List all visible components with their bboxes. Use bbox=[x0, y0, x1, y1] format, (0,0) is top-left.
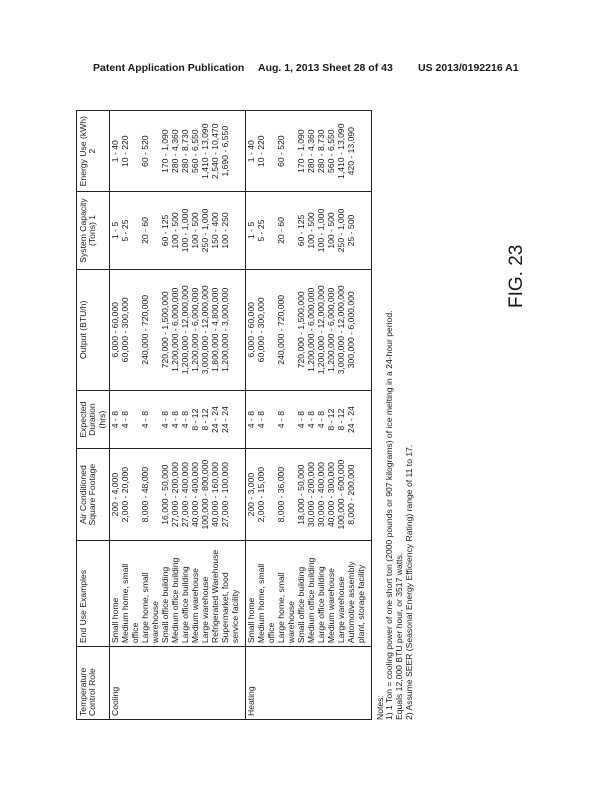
rotated-table-block bbox=[76, 110, 542, 720]
enduse-line: Small home bbox=[109, 597, 120, 644]
enduse-line: Large office building bbox=[315, 566, 326, 644]
enduse-line: Small office building bbox=[159, 566, 170, 644]
energy-value: 10 - 220 bbox=[119, 135, 130, 167]
capacity-value: 100 - 500 bbox=[325, 212, 336, 249]
col-header-enduse: End Use Examples bbox=[77, 541, 110, 647]
enduse-line: Large home, small bbox=[275, 572, 286, 644]
energy-value: 560 - 6,550 bbox=[325, 129, 336, 173]
output-value: 1,200,000 - 12,000,000 bbox=[315, 285, 326, 375]
note-2: 2) Assume SEER (Seasonal Energy Efficiency Rating) range of 11 to 17. bbox=[403, 444, 414, 720]
publication-type: Patent Application Publication bbox=[93, 62, 245, 74]
enduse-line: warehouse bbox=[285, 601, 296, 644]
enduse-line: Small office building bbox=[295, 566, 306, 644]
output-value: 1,200,000 - 12,000,000 bbox=[179, 285, 190, 375]
output-value: 1,200,000 - 6,000,000 bbox=[189, 287, 200, 372]
table-body bbox=[109, 111, 371, 720]
output-value: 1,200,000 - 6,000,000 bbox=[169, 287, 180, 372]
footage-value: 100,000 - 800,000 bbox=[199, 459, 210, 530]
energy-value: 280 - 4,360 bbox=[169, 129, 180, 173]
duration-value: 4 - 8 bbox=[315, 411, 326, 429]
duration-value: 4 - 8 bbox=[139, 411, 150, 429]
energy-cell bbox=[109, 111, 245, 192]
duration-value: 8 - 12 bbox=[189, 408, 200, 431]
duration-value: 24 - 24 bbox=[345, 406, 356, 433]
col-header-duration: Expected Duration (hrs) bbox=[77, 391, 110, 449]
footage-cell bbox=[109, 449, 245, 541]
footage-value: 30,000 - 200,000 bbox=[305, 462, 316, 528]
duration-value: 4 - 8 bbox=[275, 411, 286, 429]
enduse-line: service facility bbox=[229, 589, 240, 644]
capacity-value: 1 - 5 bbox=[109, 221, 120, 240]
capacity-value: 100 - 1,000 bbox=[315, 208, 326, 253]
output-value: 720,000 - 1,500,000 bbox=[159, 291, 170, 369]
capacity-value: 250 - 1,000 bbox=[335, 208, 346, 253]
capacity-value: 20 - 60 bbox=[139, 217, 150, 244]
enduse-line: plant, storage facility bbox=[355, 564, 366, 644]
output-value: 1,800,000 - 4,800,000 bbox=[209, 287, 220, 372]
energy-value: 1 - 40 bbox=[109, 140, 120, 163]
output-value: 60,000 - 300,000 bbox=[255, 297, 266, 363]
energy-value: 60 - 520 bbox=[139, 135, 150, 167]
footage-value: 8,000 - 48,000 bbox=[139, 466, 150, 523]
col-header-capacity: System Capacity (Tons) 1 bbox=[77, 192, 110, 269]
capacity-cell bbox=[109, 192, 245, 269]
capacity-value: 150 - 400 bbox=[209, 212, 220, 249]
footage-value: 18,000 - 50,000 bbox=[295, 464, 306, 525]
table-section-cooling bbox=[109, 111, 245, 720]
footage-value: 27,000 - 100,000 bbox=[219, 462, 230, 528]
footage-value: 2,000 - 15,000 bbox=[255, 466, 266, 523]
energy-table bbox=[76, 110, 372, 720]
capacity-value: 100 - 250 bbox=[219, 212, 230, 249]
energy-value: 1 - 40 bbox=[245, 140, 256, 163]
duration-value: 4 - 8 bbox=[109, 411, 120, 429]
output-value: 1,200,000 - 6,000,000 bbox=[325, 287, 336, 372]
footage-value: 27,000 - 200,000 bbox=[169, 462, 180, 528]
capacity-value: 25 - 500 bbox=[345, 214, 356, 247]
duration-value: 8 - 12 bbox=[325, 408, 336, 431]
output-value: 300,000 - 6,000,000 bbox=[345, 291, 356, 369]
energy-value: 1,690 - 6,550 bbox=[219, 125, 230, 177]
enduse-line: Automotive assembly bbox=[345, 561, 356, 644]
enduse-line: Large warehouse bbox=[199, 576, 210, 644]
output-value: 6,000 - 60,000 bbox=[109, 302, 120, 358]
output-value: 60,000 - 300,000 bbox=[119, 297, 130, 363]
duration-value: 4 - 8 bbox=[169, 411, 180, 429]
capacity-value: 60 - 125 bbox=[159, 214, 170, 247]
capacity-value: 20 - 60 bbox=[275, 217, 286, 244]
energy-value: 2,540 - 10,470 bbox=[209, 123, 220, 179]
footage-value: 200 - 3,000 bbox=[245, 472, 256, 517]
output-value: 720,000 - 1,500,000 bbox=[295, 291, 306, 369]
output-value: 240,000 - 720,000 bbox=[275, 294, 286, 365]
energy-value: 1,410 - 13,090 bbox=[335, 123, 346, 179]
energy-value: 170 - 1,090 bbox=[295, 129, 306, 173]
energy-value: 170 - 1,090 bbox=[159, 129, 170, 173]
duration-value: 4 - 8 bbox=[159, 411, 170, 429]
output-cell bbox=[109, 269, 245, 391]
energy-value: 60 - 520 bbox=[275, 135, 286, 167]
energy-value: 10 - 220 bbox=[255, 135, 266, 167]
energy-value: 420 - 13,090 bbox=[345, 127, 356, 176]
enduse-cell bbox=[109, 541, 245, 647]
energy-value: 1,410 - 13,090 bbox=[199, 123, 210, 179]
energy-cell bbox=[245, 111, 371, 192]
capacity-value: 5 - 25 bbox=[255, 219, 266, 242]
enduse-line: Medium office building bbox=[169, 557, 180, 644]
footage-cell bbox=[245, 449, 371, 541]
capacity-value: 250 - 1,000 bbox=[199, 208, 210, 253]
enduse-line: Small home bbox=[245, 597, 256, 644]
capacity-cell bbox=[245, 192, 371, 269]
role-cell: Cooling bbox=[109, 647, 245, 720]
notes-block bbox=[376, 110, 415, 720]
figure-label-text: FIG. 23 bbox=[506, 244, 527, 308]
note-1-continued: Equals 12,000 BTU per hour, or 3517 watts. bbox=[394, 552, 405, 720]
role-cell: Heating bbox=[245, 647, 371, 720]
duration-value: 4 - 8 bbox=[179, 411, 190, 429]
output-value: 3,000,000 - 12,000,000 bbox=[199, 285, 210, 375]
duration-value: 4 - 8 bbox=[245, 411, 256, 429]
duration-value: 24 - 24 bbox=[219, 406, 230, 433]
capacity-value: 5 - 25 bbox=[119, 219, 130, 242]
output-value: 240,000 - 720,000 bbox=[139, 294, 150, 365]
table-section-heating bbox=[245, 111, 371, 720]
enduse-line: Supermarket, food bbox=[219, 572, 230, 644]
enduse-line: Medium home, small bbox=[255, 563, 266, 644]
duration-value: 24 - 24 bbox=[209, 406, 220, 433]
footage-value: 40,000 - 160,000 bbox=[209, 462, 220, 528]
date-and-sheet: Aug. 1, 2013 Sheet 28 of 43 bbox=[258, 62, 393, 74]
footage-value: 40,000 - 400,000 bbox=[189, 462, 200, 528]
enduse-cell bbox=[245, 541, 371, 647]
col-header-energy: Energy Use (kWh) 2 bbox=[77, 111, 110, 192]
capacity-value: 100 - 1,000 bbox=[179, 208, 190, 253]
footage-value: 2,000 - 20,000 bbox=[119, 466, 130, 523]
duration-value: 8 - 12 bbox=[199, 408, 210, 431]
footage-value: 16,000 - 50,000 bbox=[159, 464, 170, 525]
duration-value: 4 - 8 bbox=[255, 411, 266, 429]
footage-value: 30,000 - 400,000 bbox=[315, 462, 326, 528]
footage-value: 8,000 - 200,000 bbox=[345, 464, 356, 525]
patent-number: US 2013/0192216 A1 bbox=[418, 62, 519, 74]
table-header-row bbox=[77, 111, 110, 720]
notes-title: Notes: bbox=[374, 695, 385, 720]
capacity-value: 100 - 500 bbox=[305, 212, 316, 249]
enduse-line: Large office building bbox=[179, 566, 190, 644]
duration-value: 8 - 12 bbox=[335, 408, 346, 431]
enduse-line: office bbox=[129, 622, 140, 644]
duration-cell bbox=[245, 391, 371, 449]
col-header-output: Output (BTU/h) bbox=[77, 269, 110, 391]
output-value: 1,200,000 - 6,000,000 bbox=[305, 287, 316, 372]
enduse-line: Large warehouse bbox=[335, 576, 346, 644]
energy-value: 280 - 8,730 bbox=[315, 129, 326, 173]
capacity-value: 1 - 5 bbox=[245, 221, 256, 240]
enduse-line: Medium home, small bbox=[119, 563, 130, 644]
capacity-value: 100 - 500 bbox=[189, 212, 200, 249]
footage-value: 200 - 4,000 bbox=[109, 472, 120, 517]
duration-value: 4 - 8 bbox=[295, 411, 306, 429]
output-value: 1,200,000 - 3,000,000 bbox=[219, 287, 230, 372]
duration-value: 4 - 8 bbox=[305, 411, 316, 429]
energy-value: 560 - 6,550 bbox=[189, 129, 200, 173]
energy-value: 280 - 4,360 bbox=[305, 129, 316, 173]
duration-cell bbox=[109, 391, 245, 449]
output-cell bbox=[245, 269, 371, 391]
col-header-role: Temperature Control Role bbox=[77, 647, 110, 720]
duration-value: 4 - 8 bbox=[119, 411, 130, 429]
enduse-line: warehouse bbox=[149, 601, 160, 644]
footage-value: 27,000 - 400,000 bbox=[179, 462, 190, 528]
enduse-line: Medium warehouse bbox=[325, 568, 336, 644]
capacity-value: 60 - 125 bbox=[295, 214, 306, 247]
footage-value: 8,000 - 36,000 bbox=[275, 466, 286, 523]
enduse-line: Large home, small bbox=[139, 572, 150, 644]
footage-value: 100,000 - 600,000 bbox=[335, 459, 346, 530]
enduse-line: Medium office building bbox=[305, 557, 316, 644]
enduse-line: office bbox=[265, 622, 276, 644]
figure-label bbox=[506, 245, 528, 308]
note-1: 1) 1 Ton = cooling power of one short ton (2000 pounds or 907 kilograms) of ice melting in a 24-hour period. bbox=[384, 310, 395, 720]
footage-value: 40,000 - 300,000 bbox=[325, 462, 336, 528]
enduse-line: Medium warehouse bbox=[189, 568, 200, 644]
output-value: 6,000 - 60,000 bbox=[245, 302, 256, 358]
enduse-line: Refrigerated Warehouse bbox=[209, 549, 220, 644]
energy-value: 280 - 8,730 bbox=[179, 129, 190, 173]
output-value: 3,000,000 - 12,000,000 bbox=[335, 285, 346, 375]
col-header-footage: Air Conditioned Square Footage bbox=[77, 449, 110, 541]
capacity-value: 100 - 500 bbox=[169, 212, 180, 249]
